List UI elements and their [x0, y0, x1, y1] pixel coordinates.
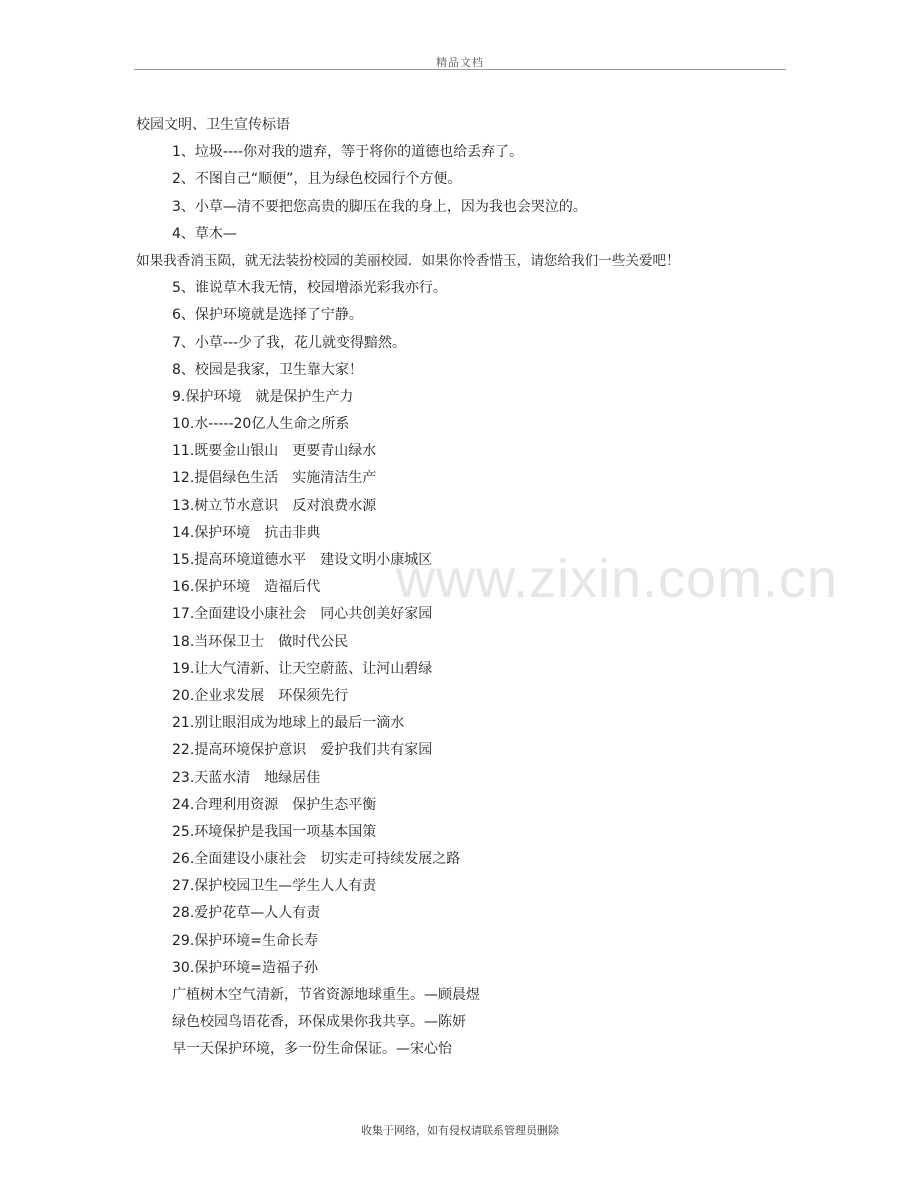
slogan-line-2: 2、不图自己“顺便”，且为绿色校园行个方便。	[172, 171, 462, 188]
slogan-line-4-continued: 如果我香消玉陨，就无法装扮校园的美丽校园．如果你怜香惜玉，请您给我们一些关爱吧！	[136, 252, 680, 269]
slogan-line-4: 4、草木—	[172, 225, 237, 242]
slogan-line-15: 15.提高环境道德水平 建设文明小康城区	[172, 552, 433, 568]
slogan-line-16: 16.保护环境 造福后代	[172, 579, 321, 596]
slogan-line-13: 13.树立节水意识 反对浪费水源	[172, 497, 377, 514]
slogan-line-21: 21.别让眼泪成为地球上的最后一滴水	[172, 715, 405, 732]
slogan-line-24: 24.合理利用资源 保护生态平衡	[172, 796, 377, 813]
slogan-line-7: 7、小草---少了我，花儿就变得黯然。	[172, 334, 407, 351]
slogan-line-28: 28.爱护花草—人人有责	[172, 905, 321, 922]
slogan-line-23: 23.天蓝水清 地绿居佳	[172, 769, 321, 786]
slogan-line-5: 5、谁说草木我无情，校园增添光彩我亦行。	[172, 280, 447, 297]
attributed-slogan-1: 广植树木空气清新，节省资源地球重生。—顾晨煜	[172, 987, 480, 1003]
slogan-line-18: 18.当环保卫士 做时代公民	[172, 633, 349, 650]
attributed-slogan-3: 早一天保护环境，多一份生命保证。—宋心怡	[172, 1041, 452, 1058]
page-footer: 收集于网络，如有侵权请联系管理员删除	[361, 1124, 559, 1137]
watermark-text: www.zixin.com.cn	[396, 549, 839, 609]
slogan-line-29: 29.保护环境=生命长寿	[172, 932, 318, 949]
slogan-line-12: 12.提倡绿色生活 实施清洁生产	[172, 470, 377, 487]
slogan-line-26: 26.全面建设小康社会 切实走可持续发展之路	[172, 851, 461, 868]
slogan-line-14: 14.保护环境 抗击非典	[172, 524, 321, 541]
slogan-line-11: 11.既要金山银山 更要青山绿水	[172, 443, 377, 460]
slogan-line-22: 22.提高环境保护意识 爱护我们共有家园	[172, 742, 433, 759]
slogan-line-25: 25.环境保护是我国一项基本国策	[172, 823, 377, 840]
slogan-line-9: 9.保护环境 就是保护生产力	[172, 388, 354, 405]
slogan-line-1: 1、垃圾----你对我的遗弃，等于将你的道德也给丢弃了。	[172, 144, 524, 161]
slogan-line-19: 19.让大气清新、让天空蔚蓝、让河山碧绿	[172, 660, 433, 677]
slogan-line-8: 8、校园是我家，卫生靠大家！	[172, 361, 363, 378]
document-title: 校园文明、卫生宣传标语	[136, 117, 290, 133]
slogan-line-6: 6、保护环境就是选择了宁静。	[172, 307, 363, 324]
slogan-line-27: 27.保护校园卫生—学生人人有责	[172, 878, 377, 895]
slogan-line-10: 10.水-----20亿人生命之所系	[172, 416, 350, 433]
header-divider	[134, 69, 786, 70]
attributed-slogan-2: 绿色校园鸟语花香，环保成果你我共享。—陈妍	[172, 1014, 466, 1031]
slogan-line-20: 20.企业求发展 环保须先行	[172, 687, 349, 704]
page-header: 精品文档	[436, 56, 484, 69]
slogan-line-3: 3、小草—清不要把您高贵的脚压在我的身上，因为我也会哭泣的。	[172, 198, 587, 215]
slogan-line-30: 30.保护环境=造福子孙	[172, 959, 318, 976]
slogan-line-17: 17.全面建设小康社会 同心共创美好家园	[172, 606, 433, 623]
document-body	[136, 112, 796, 1064]
